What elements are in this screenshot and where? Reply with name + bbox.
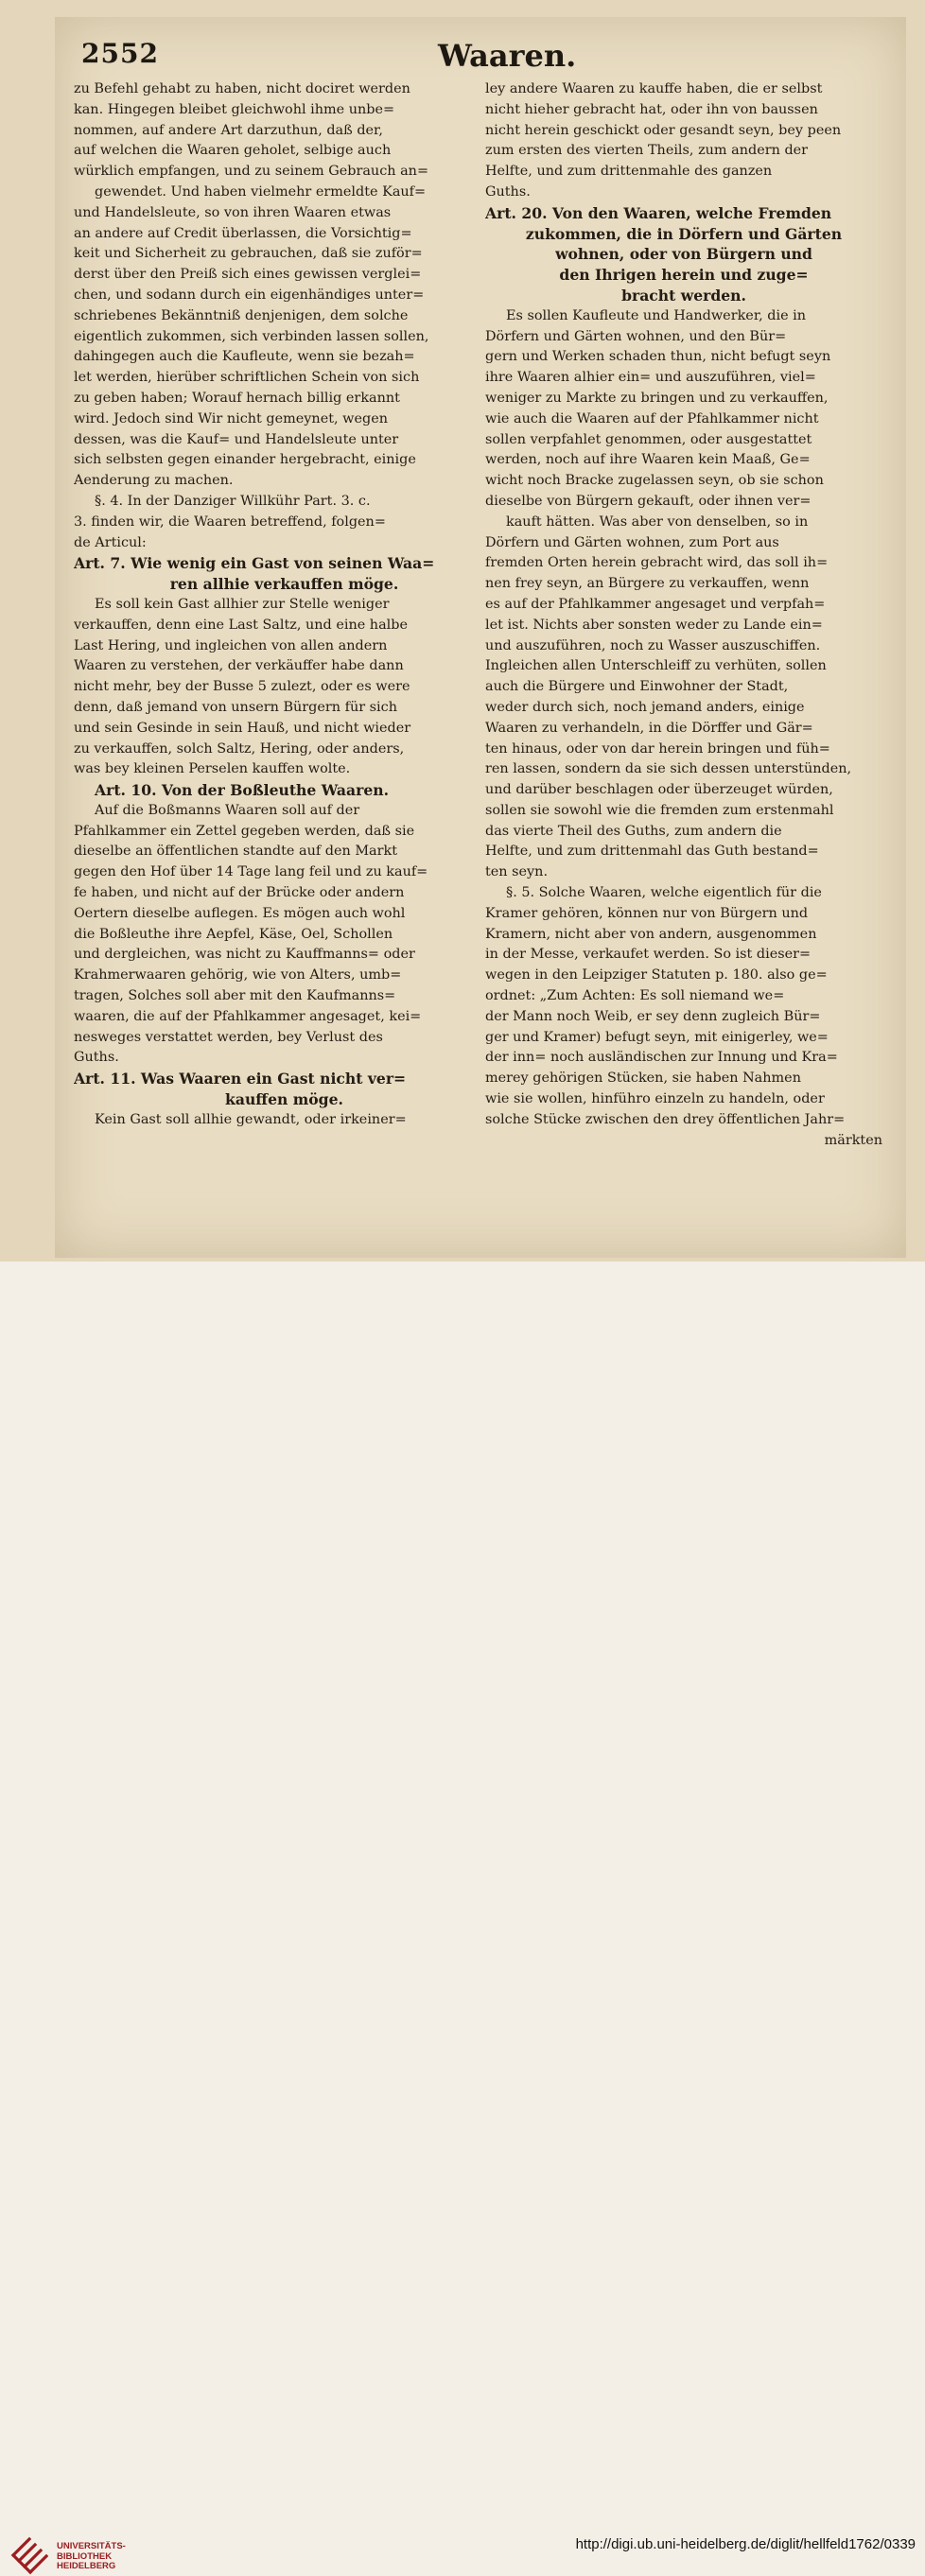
text-line: fe haben, und nicht auf der Brücke oder andern — [74, 885, 405, 901]
text-line: ten hinaus, oder von dar herein bringen und füh= — [485, 740, 830, 757]
text-line: weniger zu Markte zu bringen und zu verkauffen, — [485, 390, 829, 406]
library-name-line: UNIVERSITÄTS- — [57, 2541, 126, 2551]
text-line: die Boßleuthe ihre Aepfel, Käse, Oel, Schollen — [74, 926, 393, 942]
text-line: werden, noch auf ihre Waaren kein Maaß, Ge= — [485, 452, 811, 468]
text-line: §. 4. In der Danziger Willkühr Part. 3. c. — [95, 493, 371, 509]
text-line: Oertern dieselbe auflegen. Es mögen auch wohl — [74, 905, 406, 921]
book-page — [55, 17, 906, 1258]
text-line: ren allhie verkauffen möge. — [169, 575, 399, 594]
text-line: gern und Werken schaden thun, nicht befugt seyn — [485, 349, 831, 365]
text-line: 3. finden wir, die Waaren betreffend, folgen= — [74, 513, 386, 530]
text-line: waaren, die auf der Pfahlkammer angesaget, kei= — [74, 1008, 422, 1024]
text-line: das vierte Theil des Guths, zum andern die — [485, 823, 782, 839]
text-line: märkten — [824, 1132, 882, 1148]
text-line: nicht hieher gebracht hat, oder ihn von baussen — [485, 101, 818, 117]
text-line: ger und Kramer) befugt seyn, mit einigerley, we= — [485, 1029, 829, 1045]
text-line: in der Messe, verkaufet werden. So ist dieser= — [485, 947, 812, 963]
text-line: Kramer gehören, können nur von Bürgern und — [485, 905, 809, 921]
text-line: kan. Hingegen bleibet gleichwohl ihme unbe= — [74, 101, 395, 117]
text-line: Art. 10. Von der Boßleuthe Waaren. — [95, 781, 390, 800]
text-line: dessen, was die Kauf= und Handelsleute unter — [74, 431, 399, 447]
text-line: Last Hering, und ingleichen von allen andern — [74, 637, 388, 653]
text-line: Es soll kein Gast allhier zur Stelle weniger — [95, 596, 390, 612]
text-line: tragen, Solches soll aber mit den Kaufmanns= — [74, 988, 396, 1004]
text-line: und darüber beschlagen oder überzeuget würden, — [485, 782, 833, 798]
text-line: nommen, auf andere Art darzuthun, daß der, — [74, 122, 383, 138]
text-line: nesweges verstattet werden, bey Verlust des — [74, 1029, 383, 1045]
text-line: Guths. — [74, 1050, 119, 1066]
text-line: gegen den Hof über 14 Tage lang feil und zu kauf= — [74, 864, 428, 880]
text-line: Guths. — [485, 183, 531, 200]
text-line: zu Befehl gehabt zu haben, nicht dociret werden — [74, 81, 410, 96]
text-line: ren lassen, sondern da sie sich dessen unterstünden, — [485, 761, 852, 777]
library-name — [57, 2542, 126, 2572]
text-line: wie auch die Waaren auf der Pfahlkammer nicht — [485, 410, 819, 426]
source-url[interactable]: http://digi.ub.uni-heidelberg.de/diglit/hellfeld1762/0339 — [575, 2536, 916, 2552]
text-line: Pfahlkammer ein Zettel gegeben werden, daß sie — [74, 823, 415, 839]
text-line: es auf der Pfahlkammer angesaget und verpfah= — [485, 596, 826, 612]
text-line: sich selbsten gegen einander hergebracht, einige — [74, 452, 416, 468]
text-line: derst über den Preiß sich eines gewissen verglei= — [74, 267, 422, 283]
text-line: Helfte, und zum drittenmahle des ganzen — [485, 164, 773, 180]
text-line: und dergleichen, was nicht zu Kauffmanns= oder — [74, 947, 415, 963]
text-line: an andere auf Credit überlassen, die Vorsichtig= — [74, 225, 412, 241]
text-line: fremden Orten herein gebracht wird, das soll ih= — [485, 555, 829, 571]
page-number: 2552 — [81, 38, 159, 69]
text-line: let werden, hierüber schriftlichen Schein von sich — [74, 370, 420, 386]
text-line: dieselbe von Bürgern gekauft, oder ihnen ver= — [485, 493, 812, 509]
text-line: bracht werden. — [621, 286, 746, 305]
text-line: let ist. Nichts aber sonsten weder zu Lande ein= — [485, 617, 823, 633]
text-line: und sein Gesinde in sein Hauß, und nicht wieder — [74, 720, 411, 736]
text-line: wicht noch Bracke zugelassen seyn, ob sie schon — [485, 473, 824, 489]
text-line: auf welchen die Waaren geholet, selbige auch — [74, 143, 392, 159]
text-line: was bey kleinen Perselen kauffen wolte. — [74, 761, 351, 777]
text-line: dieselbe an öffentlichen standte auf den Markt — [74, 844, 398, 860]
right-column — [485, 79, 882, 1151]
scanned-page — [0, 0, 925, 1262]
text-line: Helfte, und zum drittenmahl das Guth bestand= — [485, 844, 819, 860]
text-line: merey gehörigen Stücken, sie haben Nahmen — [485, 1070, 801, 1087]
text-line: Auf die Boßmanns Waaren soll auf der — [95, 802, 360, 818]
text-line: den Ihrigen herein und zuge= — [559, 266, 809, 285]
text-line: ley andere Waaren zu kauffe haben, die er selbst — [485, 81, 823, 96]
text-line: Krahmerwaaren gehörig, wie von Alters, umb= — [74, 967, 402, 983]
text-line: sollen verpfahlet genommen, oder ausgestattet — [485, 431, 812, 447]
heidelberg-library-logo-icon — [10, 2534, 48, 2576]
text-line: ihre Waaren alhier ein= und auszuführen, viel= — [485, 370, 816, 386]
text-line: zum ersten des vierten Theils, zum andern der — [485, 143, 809, 159]
text-line: verkauffen, denn eine Last Saltz, und eine halbe — [74, 617, 408, 633]
text-line: chen, und sodann durch ein eigenhändiges unter= — [74, 287, 425, 303]
text-line: denn, daß jemand von unsern Bürgern für sich — [74, 699, 397, 715]
text-line: ordnet: „Zum Achten: Es soll niemand we= — [485, 988, 785, 1004]
text-line: würklich empfangen, und zu seinem Gebrauch an= — [74, 164, 428, 180]
text-line: ten seyn. — [485, 864, 549, 880]
running-head: Waaren. — [438, 38, 577, 74]
text-line: Kein Gast soll allhie gewandt, oder irkeiner= — [95, 1111, 407, 1127]
text-line: der Mann noch Weib, er sey denn zugleich Bür= — [485, 1008, 821, 1024]
library-name-line: HEIDELBERG — [57, 2561, 116, 2571]
text-line: zu verkauffen, solch Saltz, Hering, oder anders, — [74, 740, 405, 757]
text-line: Kramern, nicht aber von andern, ausgenommen — [485, 926, 817, 942]
text-line: gewendet. Und haben vielmehr ermeldte Kauf= — [95, 183, 427, 200]
text-line: zu geben haben; Worauf hernach billig erkannt — [74, 390, 400, 406]
footer-bar — [0, 1262, 925, 2571]
text-line: Waaren zu verstehen, der verkäuffer habe dann — [74, 658, 404, 674]
text-line: keit und Sicherheit zu gebrauchen, daß sie zuför= — [74, 246, 423, 262]
library-name-line: BIBLIOTHEK — [57, 2550, 113, 2562]
text-line: Aenderung zu machen. — [74, 473, 234, 489]
text-line: kauft hätten. Was aber von denselben, so in — [506, 513, 809, 530]
text-line: wegen in den Leipziger Statuten p. 180. also ge= — [485, 967, 828, 983]
text-line: Art. 20. Von den Waaren, welche Fremden — [485, 203, 832, 222]
text-line: Art. 7. Wie wenig ein Gast von seinen Waa= — [74, 554, 435, 573]
left-column — [74, 79, 495, 1131]
text-line: und auszuführen, noch zu Wasser auszuschiffen. — [485, 637, 821, 653]
text-line: §. 5. Solche Waaren, welche eigentlich für die — [506, 885, 822, 901]
text-line: und Handelsleute, so von ihren Waaren etwas — [74, 204, 392, 220]
text-line: sollen sie sowohl wie die fremden zum erstenmahl — [485, 802, 834, 818]
text-line: der inn= noch ausländischen zur Innung und Kra= — [485, 1050, 838, 1066]
text-line: de Articul: — [74, 534, 147, 550]
text-line: Dörfern und Gärten wohnen, und den Bür= — [485, 328, 787, 344]
text-line: auch die Bürgere und Einwohner der Stadt, — [485, 679, 789, 695]
text-line: wohnen, oder von Bürgern und — [555, 245, 812, 264]
text-line: zukommen, die in Dörfern und Gärten — [525, 224, 843, 243]
text-line: Waaren zu verhandeln, in die Dörffer und Gär= — [485, 720, 813, 736]
text-line: nen frey seyn, an Bürgere zu verkauffen, wenn — [485, 576, 810, 592]
text-line: weder durch sich, noch jemand anders, einige — [485, 699, 805, 715]
text-line: solche Stücke zwischen den drey öffentlichen Jahr= — [485, 1111, 846, 1127]
text-line: kauffen möge. — [225, 1090, 343, 1109]
text-line: wie sie wollen, hinführo einzeln zu handeln, oder — [485, 1091, 825, 1107]
text-line: Es sollen Kaufleute und Handwerker, die in — [506, 307, 807, 323]
text-line: Dörfern und Gärten wohnen, zum Port aus — [485, 534, 779, 550]
text-line: schriebenes Bekänntniß denjenigen, dem solche — [74, 307, 409, 323]
text-line: nicht herein geschickt oder gesandt seyn, bey peen — [485, 122, 842, 138]
text-line: wird. Jedoch sind Wir nicht gemeynet, wegen — [74, 410, 388, 426]
text-line: dahingegen auch die Kaufleute, wenn sie bezah= — [74, 349, 415, 365]
text-line: Art. 11. Was Waaren ein Gast nicht ver= — [74, 1070, 407, 1088]
text-line: eigentlich zukommen, sich verbinden lassen sollen, — [74, 328, 429, 344]
text-line: nicht mehr, bey der Busse 5 zulezt, oder es were — [74, 679, 410, 695]
text-line: Ingleichen allen Unterschleiff zu verhüten, sollen — [485, 658, 827, 674]
